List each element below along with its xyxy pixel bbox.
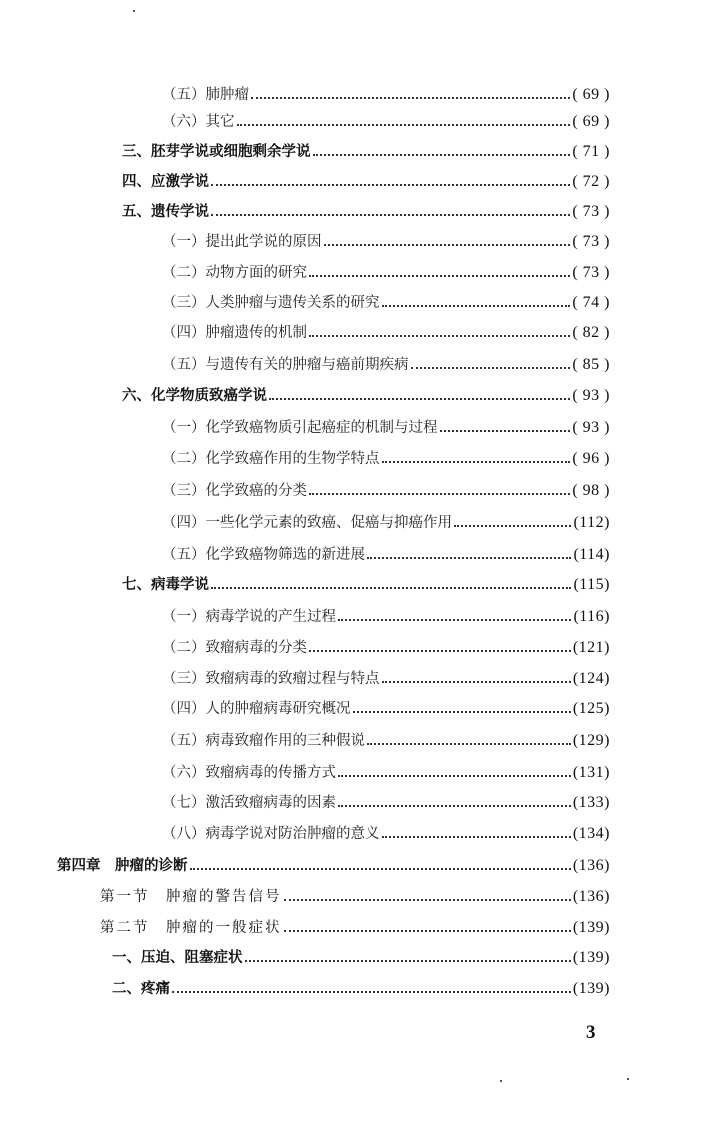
toc-entry-page: ( 69 ) (572, 113, 610, 130)
toc-entry-title: 第一节 肿瘤的警告信号 (100, 889, 282, 905)
toc-entry-title: （三）化学致癌的分类 (162, 483, 307, 499)
toc-entry-title: 七、病毒学说 (122, 576, 209, 593)
toc-entry (100, 917, 610, 939)
toc-entry-title: （六）致瘤病毒的传播方式 (162, 765, 336, 781)
toc-entry-page: ( 93 ) (572, 419, 610, 436)
leader-dots (382, 668, 571, 690)
toc-entry-title: （一）提出此学说的原因 (162, 234, 322, 250)
toc-entry-title: 第四章 肿瘤的诊断 (57, 857, 188, 874)
page-number: 3 (586, 1022, 596, 1043)
leader-dots (313, 141, 571, 163)
toc-entry-title: （三）人类肿瘤与遗传关系的研究 (162, 295, 380, 311)
scan-speck (133, 10, 135, 12)
toc-entry (162, 637, 610, 659)
toc-entry-title: （一）病毒学说的产生过程 (162, 609, 336, 625)
toc-entry-title: （二）致瘤病毒的分类 (162, 640, 307, 656)
leader-dots (237, 111, 571, 133)
leader-dots (367, 730, 571, 752)
toc-entry-page: ( 71 ) (572, 143, 610, 160)
toc-entry-title: 六、化学物质致癌学说 (122, 387, 267, 404)
toc-entry (162, 262, 610, 284)
toc-entry-page: ( 82 ) (572, 324, 610, 341)
toc-entry (122, 385, 610, 407)
toc-entry-page: ( 96 ) (572, 450, 610, 467)
toc-entry (122, 574, 610, 596)
toc-entry-title: （五）病毒致瘤作用的三种假说 (162, 733, 365, 749)
toc-entry-title: （四）肿瘤遗传的机制 (162, 325, 307, 341)
toc-entry-title: 第二节 肿瘤的一般症状 (100, 920, 282, 936)
leader-dots (309, 322, 570, 344)
toc-entry (162, 111, 610, 133)
leader-dots (309, 262, 570, 284)
toc-entry-title: 二、疼痛 (112, 980, 170, 997)
toc-entry (162, 84, 610, 106)
toc-entry-title: （二）动物方面的研究 (162, 265, 307, 281)
leader-dots (309, 480, 570, 502)
toc-entry-title: （一）化学致癌物质引起癌症的机制与过程 (162, 420, 438, 436)
toc-entry-page: (133) (572, 794, 610, 811)
toc-entry-title: （三）致瘤病毒的致瘤过程与特点 (162, 671, 380, 687)
toc-entry-page: (125) (572, 700, 610, 717)
toc-entry (162, 448, 610, 470)
toc-entry-page: ( 73 ) (572, 203, 610, 220)
toc-entry-page: (115) (573, 576, 610, 593)
toc-entry-page: ( 69 ) (572, 86, 610, 103)
toc-entry-page: (131) (572, 764, 610, 781)
leader-dots (309, 637, 571, 659)
toc-entry-page: ( 73 ) (572, 264, 610, 281)
toc-entry (162, 292, 610, 314)
toc-entry-page: ( 93 ) (572, 387, 610, 404)
toc-entry-title: （四）人的肿瘤病毒研究概况 (162, 701, 351, 717)
toc-entry (100, 886, 610, 908)
toc-entry (162, 606, 610, 628)
leader-dots (251, 84, 570, 106)
leader-dots (367, 544, 571, 566)
toc-entry (162, 823, 610, 845)
toc-entry-title: （六）其它 (162, 114, 235, 130)
leader-dots (411, 354, 571, 376)
leader-dots (269, 385, 570, 407)
toc-entry (162, 417, 610, 439)
toc-entry-title: （四）一些化学元素的致癌、促癌与抑癌作用 (162, 515, 452, 531)
toc-entry (162, 231, 610, 253)
toc-entry-page: ( 72 ) (572, 173, 610, 190)
toc-entry-title: 五、遗传学说 (122, 203, 209, 220)
toc-entry (122, 141, 610, 163)
toc-entry-page: (139) (572, 949, 610, 966)
toc-entry-page: (124) (572, 670, 610, 687)
toc-entry-page: (136) (572, 857, 610, 874)
toc-entry (57, 855, 610, 877)
leader-dots (353, 698, 571, 720)
toc-entry-page: (134) (572, 825, 610, 842)
scan-speck (627, 1078, 629, 1080)
toc-entry (162, 698, 610, 720)
toc-entry (162, 322, 610, 344)
toc-entry-page: ( 74 ) (572, 294, 610, 311)
leader-dots (211, 201, 570, 223)
toc-entry (112, 947, 610, 969)
toc-entry (162, 480, 610, 502)
leader-dots (172, 978, 571, 1000)
leader-dots (382, 823, 571, 845)
leader-dots (338, 792, 571, 814)
toc-entry-title: 三、胚芽学说或细胞剩余学说 (122, 143, 311, 160)
toc-entry (162, 354, 610, 376)
toc-entry-page: (139) (572, 980, 610, 997)
leader-dots (338, 606, 571, 628)
toc-entry (162, 792, 610, 814)
leader-dots (382, 292, 571, 314)
toc-entry-title: 一、压迫、阻塞症状 (112, 949, 243, 966)
leader-dots (440, 417, 571, 439)
toc-entry-page: (136) (572, 888, 610, 905)
toc-entry-title: 四、应激学说 (122, 173, 209, 190)
toc-entry-page: (112) (573, 514, 610, 531)
leader-dots (338, 762, 571, 784)
toc-entry-page: ( 85 ) (572, 356, 610, 373)
leader-dots (211, 171, 570, 193)
toc-entry-page: (121) (572, 639, 610, 656)
leader-dots (382, 448, 571, 470)
toc-entry-title: （八）病毒学说对防治肿瘤的意义 (162, 826, 380, 842)
toc-entry-page: (116) (573, 608, 610, 625)
toc-entry (162, 762, 610, 784)
toc-entry-page: (139) (572, 919, 610, 936)
toc-entry (112, 978, 610, 1000)
toc-entry-title: （七）激活致瘤病毒的因素 (162, 795, 336, 811)
leader-dots (284, 917, 571, 939)
scan-speck (500, 1080, 502, 1082)
toc-entry (122, 201, 610, 223)
leader-dots (190, 855, 571, 877)
toc-entry (162, 730, 610, 752)
leader-dots (324, 231, 571, 253)
leader-dots (245, 947, 571, 969)
toc-entry-title: （五）化学致癌物筛选的新进展 (162, 547, 365, 563)
leader-dots (211, 574, 571, 596)
toc-entry (162, 668, 610, 690)
leader-dots (284, 886, 571, 908)
toc-entry-title: （二）化学致癌作用的生物学特点 (162, 451, 380, 467)
toc-entry-page: (114) (573, 546, 610, 563)
toc-entry (122, 171, 610, 193)
toc-entry-page: ( 98 ) (572, 482, 610, 499)
toc-entry-title: （五）与遗传有关的肿瘤与癌前期疾病 (162, 357, 409, 373)
toc-entry (162, 544, 610, 566)
toc-entry (162, 512, 610, 534)
toc-entry-page: ( 73 ) (572, 233, 610, 250)
leader-dots (454, 512, 571, 534)
toc-entry-title: （五）肺肿瘤 (162, 87, 249, 103)
toc-entry-page: (129) (572, 732, 610, 749)
